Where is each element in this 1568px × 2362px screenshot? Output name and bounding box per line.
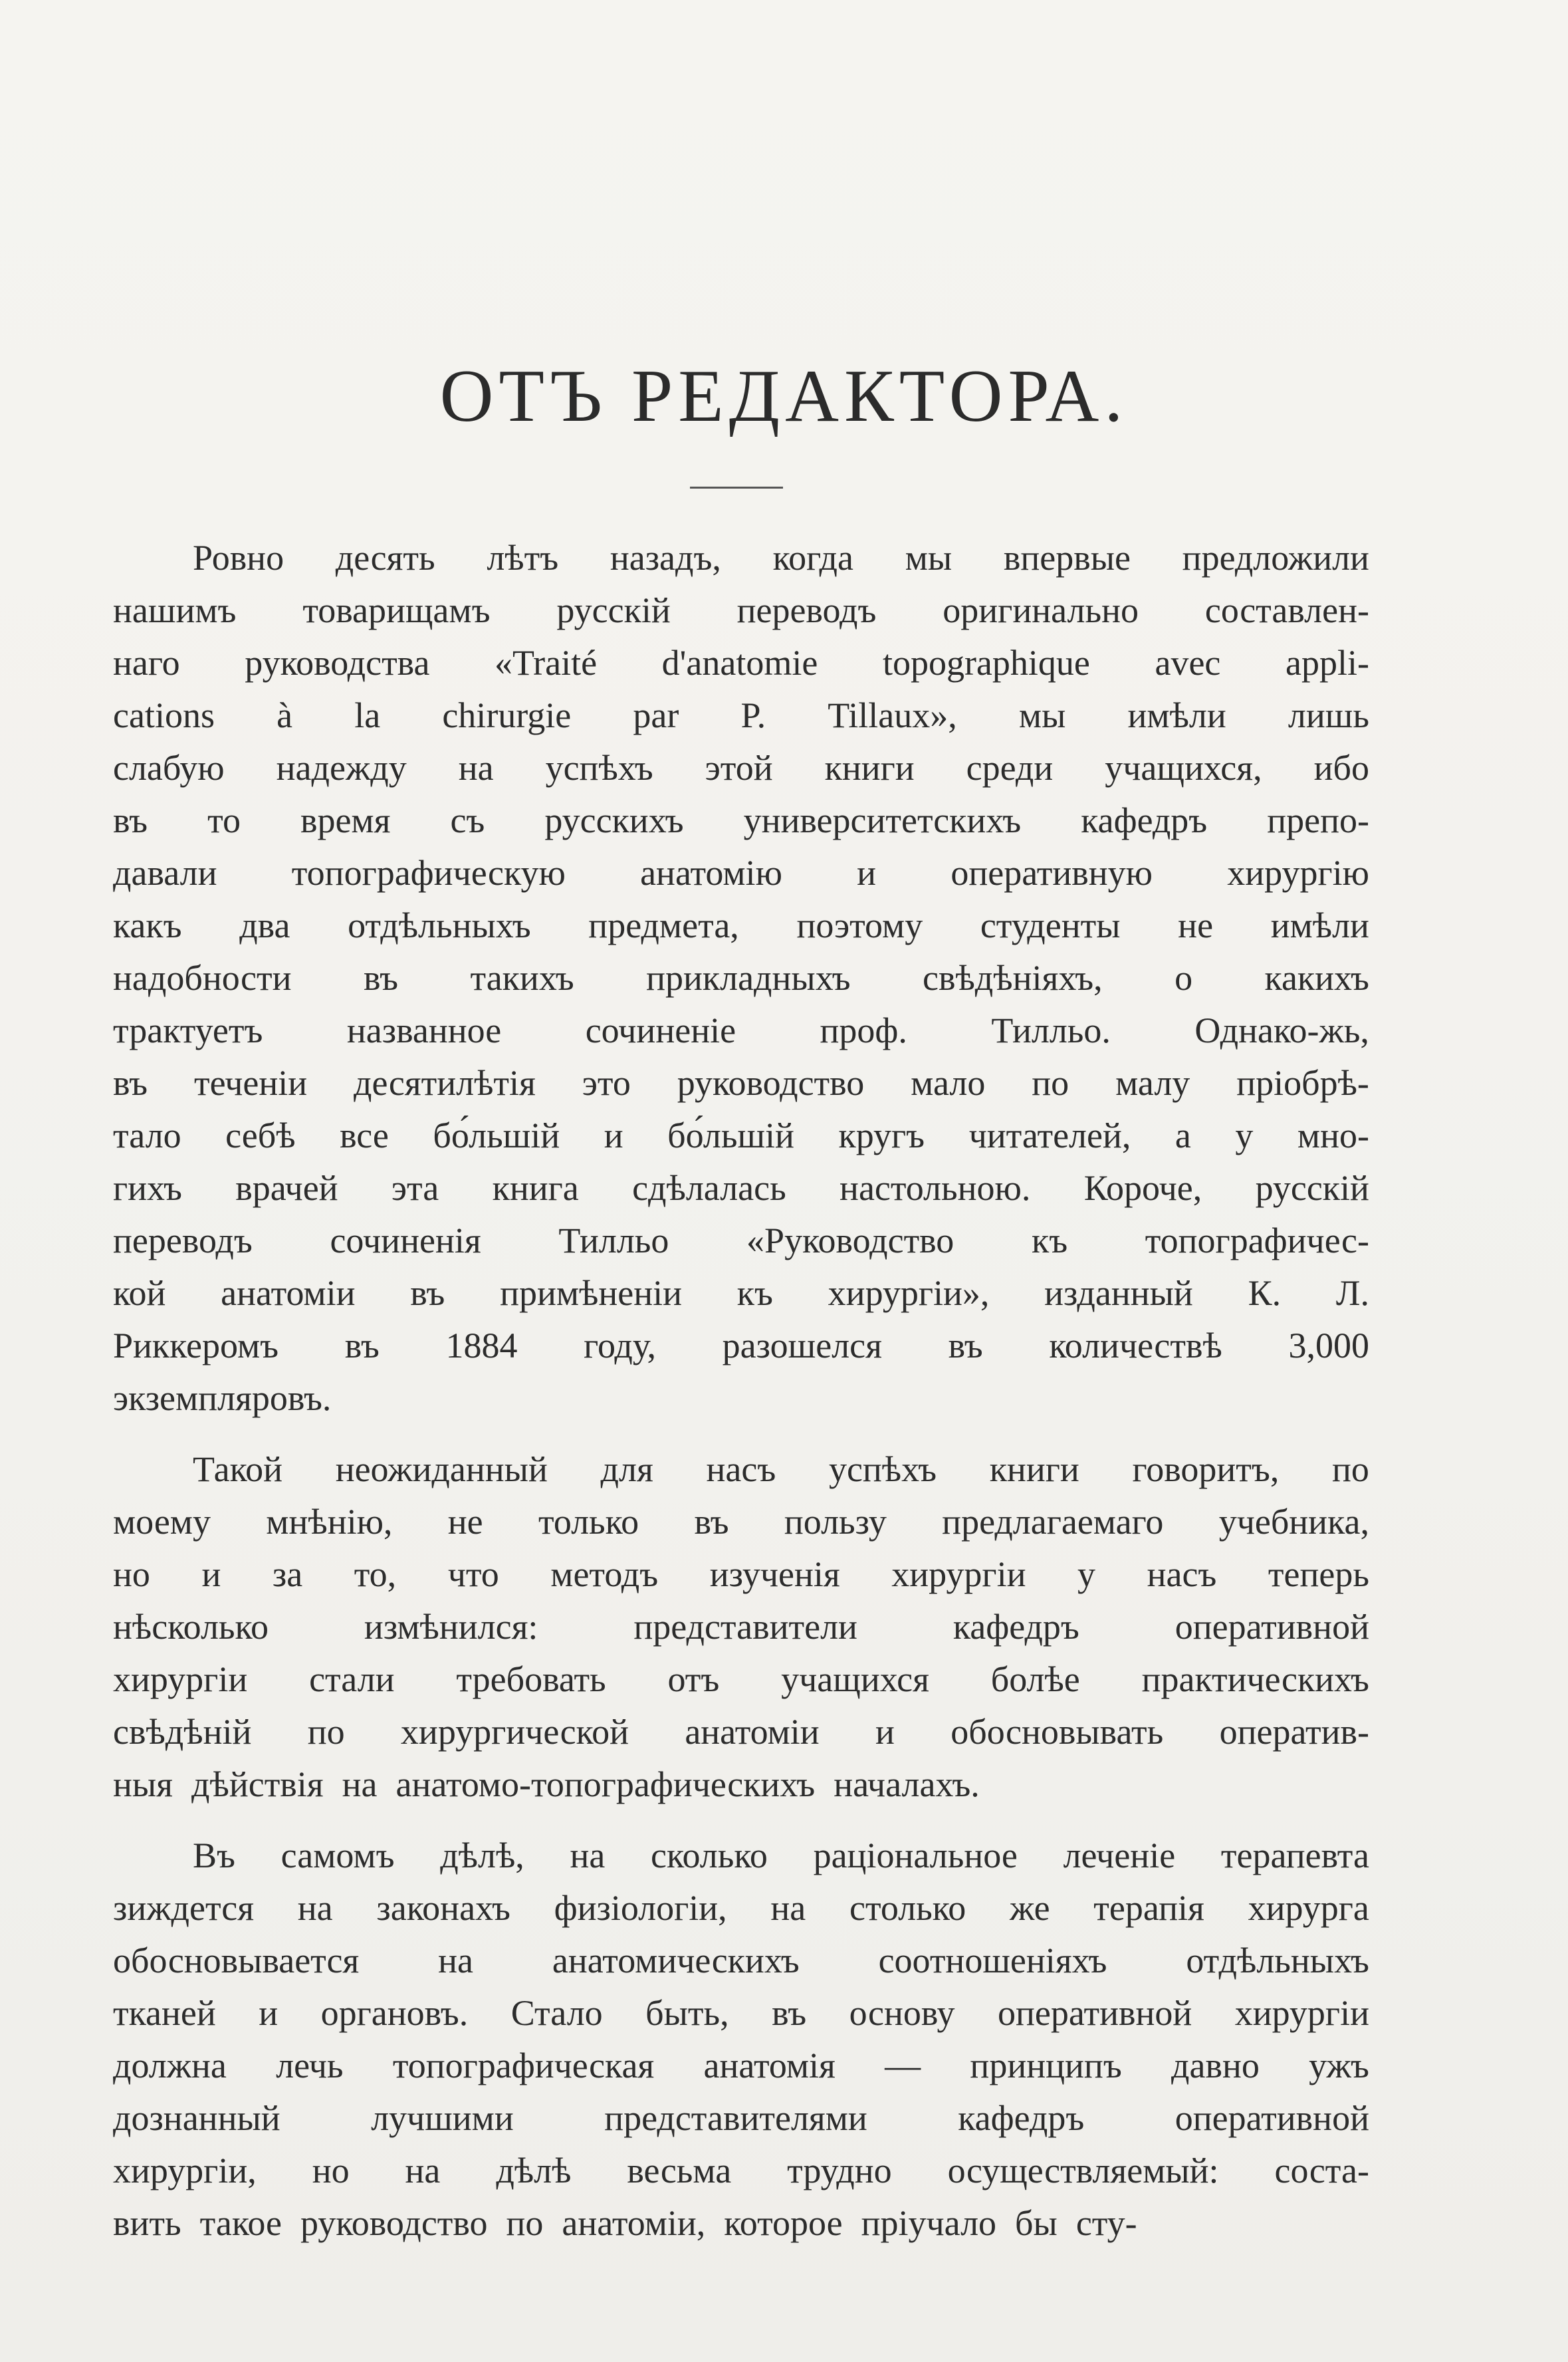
text-line: кой анатоміи въ примѣненіи къ хирургіи», изданный К. Л.: [113, 1273, 1369, 1313]
text-line: слабую надежду на успѣхъ этой книги среди учащихся, ибо: [113, 748, 1369, 788]
text-line: вить такое руководство по анатоміи, которое пріучало бы сту-: [113, 2203, 1137, 2243]
text-line: нашимъ товарищамъ русскій переводъ оригинально составлен-: [113, 590, 1369, 630]
text-line: гихъ врачей эта книга сдѣлалась настольною. Короче, русскій: [113, 1168, 1369, 1208]
paragraph: [113, 1443, 1369, 1811]
text-line: должна лечь топографическая анатомія — принципъ давно ужъ: [113, 2046, 1369, 2085]
text-line: надобности въ такихъ прикладныхъ свѣдѣніяхъ, о какихъ: [113, 958, 1369, 998]
paragraph: [113, 1830, 1369, 2250]
text-line: нѣсколько измѣнился: представители кафедръ оперативной: [113, 1607, 1369, 1647]
text-line: дознанный лучшими представителями кафедръ оперативной: [113, 2098, 1369, 2138]
body-text: [113, 532, 1369, 2250]
text-line: свѣдѣній по хирургической анатоміи и обосновывать оператив-: [113, 1712, 1369, 1752]
text-line: моему мнѣнію, не только въ пользу предлагаемаго учебника,: [113, 1502, 1369, 1542]
text-line: какъ два отдѣльныхъ предмета, поэтому студенты не имѣли: [113, 905, 1369, 945]
text-line: въ теченіи десятилѣтія это руководство мало по малу пріобрѣ-: [113, 1063, 1369, 1103]
text-line: тало себѣ все бо́льшій и бо́льшій кругъ читателей, а у мно-: [113, 1116, 1369, 1155]
text-line: ныя дѣйствія на анатомо-топографическихъ началахъ.: [113, 1764, 980, 1804]
text-line: cations à la chirurgie par P. Tillaux», мы имѣли лишь: [113, 695, 1369, 735]
text-line: Въ самомъ дѣлѣ, на сколько раціональное леченіе терапевта: [193, 1835, 1369, 1875]
text-line: въ то время съ русскихъ университетскихъ кафедръ препо-: [113, 800, 1369, 840]
text-line: Ровно десять лѣтъ назадъ, когда мы впервые предложили: [193, 538, 1369, 578]
text-line: тканей и органовъ. Стало быть, въ основу оперативной хирургіи: [113, 1993, 1369, 2033]
text-line: хирургіи стали требовать отъ учащихся болѣе практическихъ: [113, 1659, 1369, 1699]
text-line: зиждется на законахъ физіологіи, на столько же терапія хирурга: [113, 1888, 1369, 1928]
paragraph: [113, 532, 1369, 1425]
text-line: хирургіи, но на дѣлѣ весьма трудно осуществляемый: соста-: [113, 2151, 1369, 2190]
text-line: но и за то, что методъ изученія хирургіи у насъ теперь: [113, 1554, 1369, 1594]
text-line: Риккеромъ въ 1884 году, разошелся въ количествѣ 3,000: [113, 1326, 1369, 1365]
text-line: трактуетъ названное сочиненіе проф. Тилльо. Однако-жь,: [113, 1010, 1369, 1050]
text-line: наго руководства «Traité d'anatomie topographique avec appli-: [113, 643, 1369, 683]
page-title: ОТЪ РЕДАКТОРА.: [439, 355, 1129, 437]
text-line: экземпляровъ.: [113, 1378, 332, 1418]
text-line: давали топографическую анатомію и оперативную хирургію: [113, 853, 1369, 893]
text-line: Такой неожиданный для насъ успѣхъ книги говоритъ, по: [193, 1449, 1369, 1489]
text-line: переводъ сочиненія Тилльо «Руководство къ топографичес-: [113, 1221, 1369, 1260]
title-divider: [690, 487, 783, 489]
text-line: обосновывается на анатомическихъ соотношеніяхъ отдѣльныхъ: [113, 1941, 1369, 1980]
